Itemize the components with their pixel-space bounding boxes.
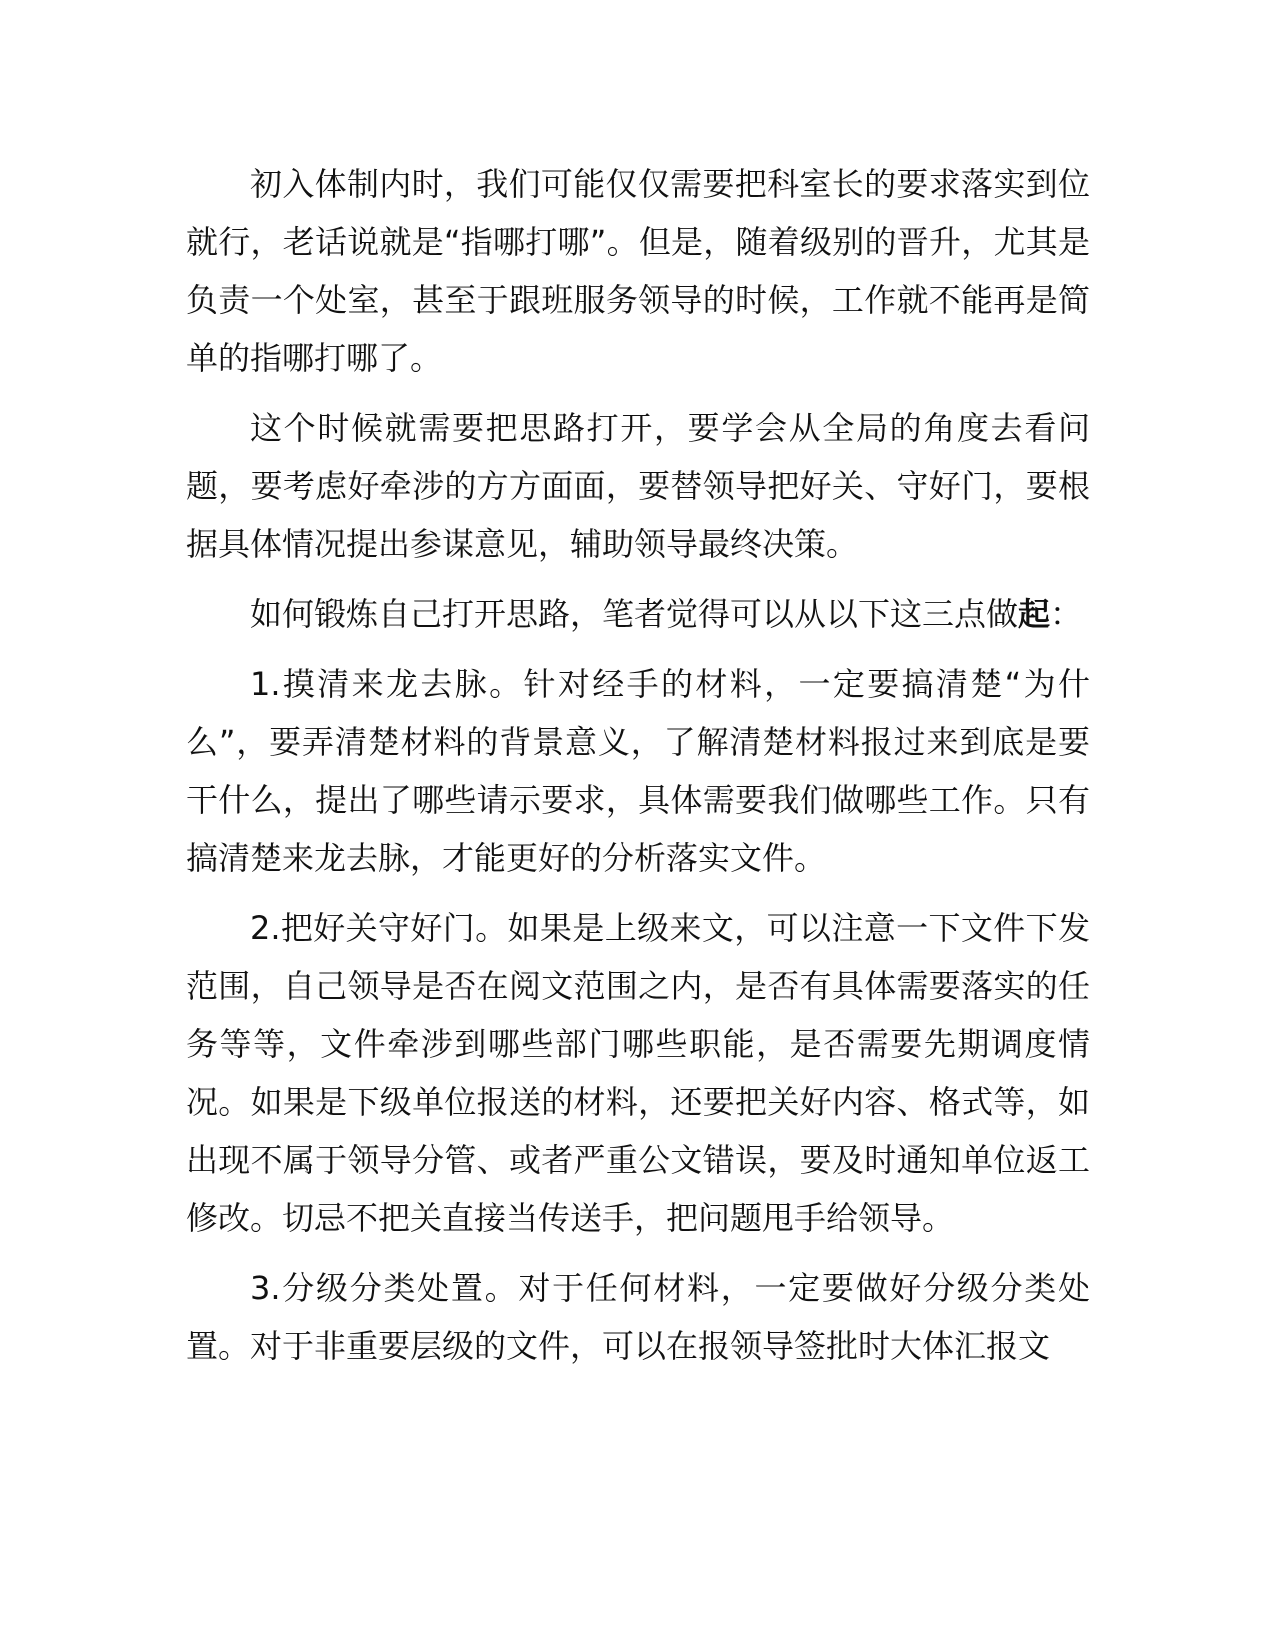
paragraph-intro — [186, 585, 1090, 643]
point-2: 2.把好关守好门。如果是上级来文，可以注意一下文件下发范围，自己领导是否在阅文范围之内，是否有具体需要落实的任务等等，文件牵涉到哪些部门哪些职能，是否需要先期调度情况。如果是下级单位报送的材料，还要把关好内容、格式等，如出现不属于领导分管、或者严重公文错误，要及时通知单位返工修改。切忌不把关直接当传送手，把问题甩手给领导。 — [186, 909, 1090, 1237]
intro-colon: ： — [1050, 595, 1083, 633]
point-1: 1.摸清来龙去脉。针对经手的材料，一定要搞清楚“为什么”，要弄清楚材料的背景意义，了解清楚材料报过来到底是要干什么，提出了哪些请示要求，具体需要我们做哪些工作。只有搞清楚来龙去脉，才能更好的分析落实文件。 — [186, 665, 1090, 877]
paragraph-2: 这个时候就需要把思路打开，要学会从全局的角度去看问题，要考虑好牵涉的方方面面，要替领导把好关、守好门，要根据具体情况提出参谋意见，辅助领导最终决策。 — [186, 409, 1090, 563]
point-3: 3.分级分类处置。对于任何材料，一定要做好分级分类处置。对于非重要层级的文件，可以在报领导签批时大体汇报文 — [186, 1269, 1090, 1365]
intro-bold-tail: 起 — [1018, 595, 1051, 633]
intro-text: 如何锻炼自己打开思路，笔者觉得可以从以下这三点做 — [250, 595, 1019, 633]
paragraph-1: 初入体制内时，我们可能仅仅需要把科室长的要求落实到位就行，老话说就是“指哪打哪”。但是，随着级别的晋升，尤其是负责一个处室，甚至于跟班服务领导的时候，工作就不能再是简单的指哪打哪了。 — [186, 165, 1090, 377]
document-body — [186, 155, 1090, 1387]
